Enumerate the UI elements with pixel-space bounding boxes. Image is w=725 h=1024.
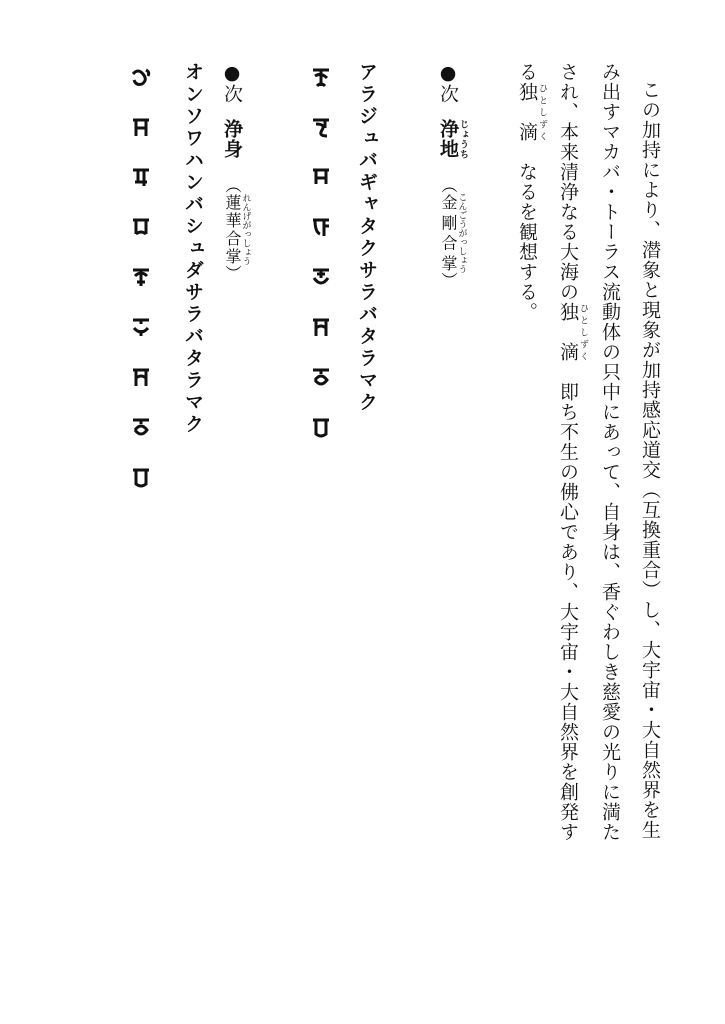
body-text-column-2: み出すマカバ・トーラス流動体の只中にあって、自身は、香ぐわしき慈愛の光りに満た bbox=[599, 62, 621, 842]
siddham-bha-icon bbox=[130, 216, 152, 246]
siddham-column-1 bbox=[310, 66, 338, 466]
mantra-katakana-2: オンソワハンバシュダサラバタラマク bbox=[182, 62, 204, 436]
section-heading-jouchi bbox=[438, 62, 468, 992]
siddham-sa-icon bbox=[310, 316, 332, 346]
siddham-tra-icon bbox=[310, 266, 332, 296]
siddham-ra-icon bbox=[310, 116, 332, 146]
siddham-ga-icon bbox=[310, 216, 332, 246]
body-text-column-3 bbox=[558, 62, 588, 992]
section-title: 浄地 じょうち bbox=[437, 119, 468, 159]
section-bullet-2: ●次 bbox=[221, 62, 243, 103]
siddham-ja-icon bbox=[310, 166, 332, 196]
siddham-dda-icon bbox=[130, 316, 152, 346]
siddham-va2-icon bbox=[130, 166, 152, 196]
body-text-column-4: る独 滴 ひとしずく なるを観想する。 bbox=[516, 62, 547, 322]
siddham-va3-icon bbox=[130, 416, 152, 446]
section-title-2: 浄身 bbox=[221, 119, 243, 159]
mantra-katakana-1: アラジュバギャタクサラバタラマク bbox=[356, 62, 378, 414]
mudra-label: （金剛合掌こんごうがっしょう） bbox=[439, 177, 467, 289]
section-heading-joushin bbox=[222, 62, 251, 992]
body-text-3b: 即ち不生の佛心であり、大宇宙・大自然界を創発す bbox=[557, 382, 579, 842]
body-text-column-1: この加持により、潜象と現象が加持感応道交（互換重合）し、大宇宙・大自然界を生 bbox=[639, 80, 661, 840]
ruby-hitoshizuku-2: 独 滴 ひとしずく bbox=[516, 82, 547, 142]
siddham-om-icon bbox=[130, 66, 152, 96]
siddham-va-icon bbox=[310, 366, 332, 396]
mudra-label-2: （蓮華合掌れんげがっしょう） bbox=[223, 177, 251, 282]
body-text-3a: され、本来清浄なる大海の bbox=[557, 62, 579, 302]
siddham-mah2-icon bbox=[130, 466, 152, 496]
siddham-sa2-icon bbox=[130, 366, 152, 396]
siddham-column-2 bbox=[130, 66, 158, 516]
siddham-mah-icon bbox=[310, 416, 332, 446]
siddham-a-icon bbox=[310, 66, 332, 96]
siddham-so-icon bbox=[130, 116, 152, 146]
ruby-hitoshizuku: 独 滴 ひとしずく bbox=[557, 302, 588, 362]
siddham-shu-icon bbox=[130, 266, 152, 296]
section-bullet: ●次 bbox=[437, 62, 459, 103]
